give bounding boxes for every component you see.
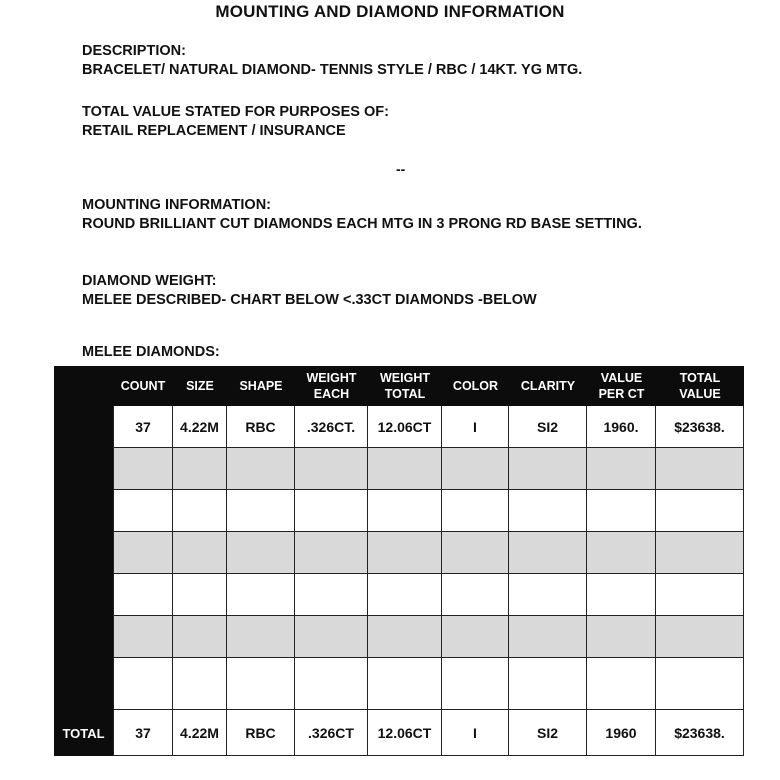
cell-shape: RBC [227,406,295,448]
cell-clarity [509,532,587,574]
header-size: SIZE [186,379,214,393]
cell-weight-each [295,490,368,532]
cell-clarity [509,448,587,490]
total-size: 4.22M [173,710,227,756]
value-stated-block [82,103,389,141]
total-count: 37 [113,710,173,756]
cell-count: 37 [113,406,173,448]
header-line: WEIGHT [380,371,430,385]
description-block [82,42,582,80]
total-row [113,710,744,756]
cell-clarity [509,490,587,532]
cell-color [442,574,509,616]
cell-weight-total [368,658,442,710]
cell-clarity [509,616,587,658]
cell-shape [227,616,295,658]
cell-count [113,448,173,490]
cell-weight-total: 12.06CT [368,406,442,448]
cell-size: 4.22M [173,406,227,448]
diamond-weight-text: MELEE DESCRIBED- CHART BELOW <.33CT DIAMONDS -BELOW [82,292,537,308]
cell-count [113,532,173,574]
cell-total-value [656,658,744,710]
value-stated-text: RETAIL REPLACEMENT / INSURANCE [82,123,346,139]
total-value-per-ct: 1960 [587,710,656,756]
table-row [113,574,744,616]
mounting-heading: MOUNTING INFORMATION: [82,197,272,213]
table-row [113,616,744,658]
header-total-value [656,366,744,406]
header-line: TOTAL [679,371,721,385]
separator: -- [396,161,406,177]
table-label: MELEE DIAMONDS: [82,344,220,360]
header-line: VALUE [679,387,721,401]
cell-value-per-ct [587,448,656,490]
mounting-text: ROUND BRILLIANT CUT DIAMONDS EACH MTG IN 3 PRONG RD BASE SETTING. [82,216,642,232]
cell-clarity: SI2 [509,406,587,448]
description-text: BRACELET/ NATURAL DIAMOND- TENNIS STYLE / RBC / 14KT. YG MTG. [82,62,583,78]
table-row [113,490,744,532]
total-shape: RBC [227,710,295,756]
table-row [113,406,744,448]
table-left-bar [54,366,113,710]
cell-total-value [656,490,744,532]
cell-color [442,448,509,490]
cell-weight-total [368,532,442,574]
cell-shape [227,574,295,616]
table-row [113,448,744,490]
header-shape: SHAPE [239,379,283,393]
cell-color [442,616,509,658]
cell-weight-each [295,574,368,616]
cell-total-value [656,574,744,616]
cell-value-per-ct [587,658,656,710]
cell-value-per-ct [587,532,656,574]
cell-color [442,532,509,574]
cell-shape [227,532,295,574]
header-count: COUNT [120,379,166,393]
cell-clarity [509,574,587,616]
cell-weight-total [368,574,442,616]
cell-value-per-ct [587,616,656,658]
cell-total-value [656,616,744,658]
cell-color [442,658,509,710]
cell-count [113,616,173,658]
cell-weight-each [295,658,368,710]
header-line: WEIGHT [306,371,357,385]
header-weight-total [368,366,442,406]
cell-weight-total [368,616,442,658]
cell-size [173,490,227,532]
cell-total-value [656,448,744,490]
header-line: VALUE [600,371,643,385]
cell-value-per-ct [587,490,656,532]
cell-size [173,658,227,710]
melee-diamonds-table [54,366,744,756]
table-header [113,366,744,406]
cell-color [442,490,509,532]
cell-weight-each: .326CT. [295,406,368,448]
total-label: TOTAL [54,710,113,756]
cell-weight-total [368,490,442,532]
header-weight-each [295,366,368,406]
cell-shape [227,658,295,710]
diamond-weight-block [82,272,537,310]
description-heading: DESCRIPTION: [82,43,186,59]
header-value-per-ct [587,366,656,406]
diamond-weight-heading: DIAMOND WEIGHT: [82,273,217,289]
cell-value-per-ct: 1960. [587,406,656,448]
cell-weight-each [295,532,368,574]
total-clarity: SI2 [509,710,587,756]
table-row [113,532,744,574]
cell-size [173,574,227,616]
header-line: EACH [313,387,350,401]
cell-size [173,448,227,490]
page-title: MOUNTING AND DIAMOND INFORMATION [215,2,565,21]
cell-weight-total [368,448,442,490]
cell-color: I [442,406,509,448]
header-line: TOTAL [384,387,426,401]
total-color: I [442,710,509,756]
value-stated-heading: TOTAL VALUE STATED FOR PURPOSES OF: [82,104,389,120]
cell-shape [227,490,295,532]
cell-shape [227,448,295,490]
total-weight-total: 12.06CT [368,710,442,756]
cell-clarity [509,658,587,710]
cell-total-value [656,532,744,574]
cell-count [113,658,173,710]
cell-total-value: $23638. [656,406,744,448]
header-line: PER CT [598,387,645,401]
mounting-block [82,196,642,234]
cell-weight-each [295,616,368,658]
header-color: COLOR [452,379,499,393]
cell-size [173,616,227,658]
table-row [113,658,744,710]
cell-weight-each [295,448,368,490]
total-weight-each: .326CT [295,710,368,756]
cell-count [113,490,173,532]
cell-value-per-ct [587,574,656,616]
total-total-value: $23638. [656,710,744,756]
header-clarity: CLARITY [520,379,576,393]
cell-count [113,574,173,616]
cell-size [173,532,227,574]
